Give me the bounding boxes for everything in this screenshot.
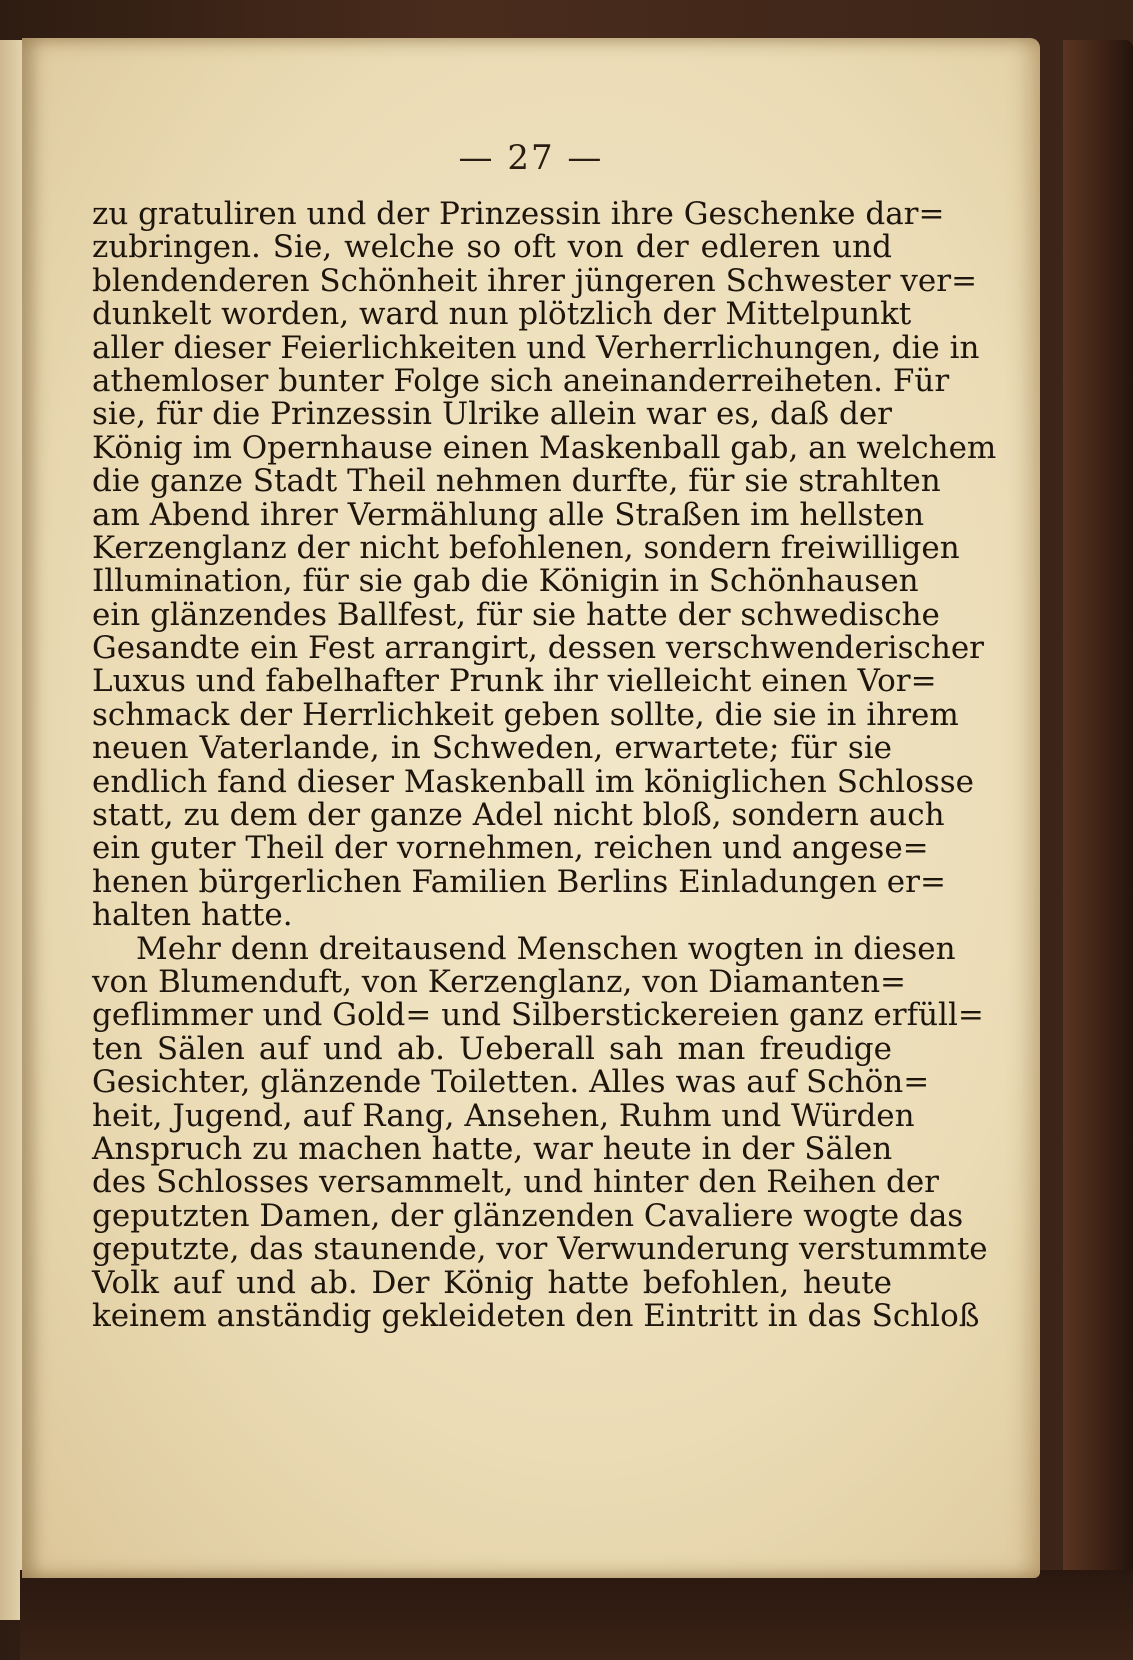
book-page [22,38,1040,1578]
book-cover-edge [1063,40,1133,1580]
book-cover-bottom [20,1570,1133,1660]
text-line: aller dieser Feierlichkeiten und Verherrlichungen, die in [92,329,980,366]
text-line: ten Sälen auf und ab. Ueberall sah man freudige [92,1030,892,1067]
page-text [92,196,997,1334]
text-line: schmack der Herrlichkeit geben sollte, die sie in ihrem [92,696,959,733]
text-line: Mehr denn dreitausend Menschen wogten in diesen [136,930,956,967]
text-line: zu gratuliren und der Prinzessin ihre Geschenke dar= [92,196,945,232]
text-line: ein glänzendes Ballfest, für sie hatte der schwedische [92,596,940,633]
text-line: Gesichter, glänzende Toiletten. Alles was auf Schön= [92,1064,930,1101]
text-line: endlich fand dieser Maskenball im königlichen Schlosse [92,763,975,800]
page-number: — 27 — [458,138,604,178]
text-line: ein guter Theil der vornehmen, reichen und angese= [92,830,929,867]
text-line: des Schlosses versammelt, und hinter den Reihen der [92,1164,940,1201]
paragraph [92,196,997,934]
text-line: keinem anständig gekleideten den Eintritt in das Schloß [92,1297,980,1334]
text-line: am Abend ihrer Vermählung alle Straßen im hellsten [92,496,925,533]
text-line: dunkelt worden, ward nun plötzlich der Mittelpunkt [92,296,912,333]
text-line: von Blumenduft, von Kerzenglanz, von Diamanten= [92,963,907,1000]
text-line: Kerzenglanz der nicht befohlenen, sondern freiwilligen [92,529,960,566]
text-line: heit, Jugend, auf Rang, Ansehen, Ruhm und Würden [92,1097,915,1134]
text-line: geputzten Damen, der glänzenden Cavaliere wogte das [92,1197,964,1234]
previous-page-edge [0,40,22,1620]
text-line: statt, zu dem der ganze Adel nicht bloß, sondern auch [92,797,945,834]
text-line: die ganze Stadt Theil nehmen durfte, für sie strahlten [92,463,941,500]
text-line: blendenderen Schönheit ihrer jüngeren Schwester ver= [92,262,978,299]
text-line: geputzte, das staunende, vor Verwunderung verstummte [92,1231,988,1268]
text-line: athemloser bunter Folge sich aneinanderreiheten. Für [92,362,950,399]
text-line: geflimmer und Gold= und Silberstickereien ganz erfüll= [92,997,984,1034]
text-line: König im Opernhause einen Maskenball gab, an welchem [92,429,997,466]
text-line: Illumination, für sie gab die Königin in Schönhausen [92,563,919,600]
text-line: sie, für die Prinzessin Ulrike allein war es, daß der [92,396,892,433]
text-line: Luxus und fabelhafter Prunk ihr vielleicht einen Vor= [92,663,937,700]
text-line: henen bürgerlichen Familien Berlins Einladungen er= [92,863,946,900]
text-line: zubringen. Sie, welche so oft von der edleren und [92,229,892,266]
text-line: halten hatte. [92,897,293,934]
text-line: Gesandte ein Fest arrangirt, dessen verschwenderischer [92,630,984,667]
paragraph [92,930,988,1334]
text-line: Volk auf und ab. Der König hatte befohlen, heute [92,1264,892,1301]
text-line: Anspruch zu machen hatte, war heute in der Sälen [92,1130,893,1167]
text-line: neuen Vaterlande, in Schweden, erwartete; für sie [92,730,892,767]
